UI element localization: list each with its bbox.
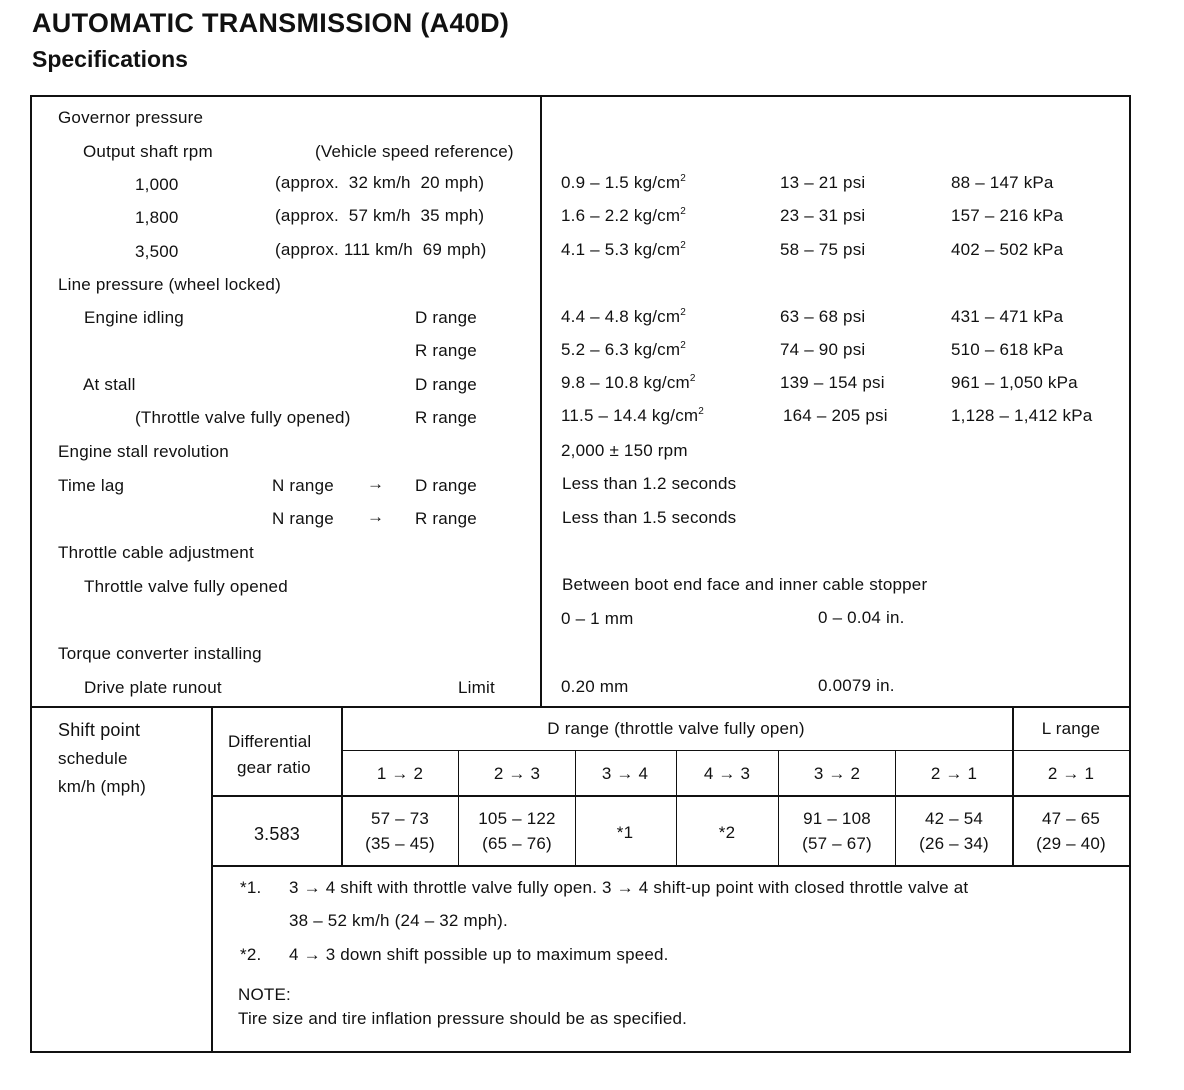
governor-psi: 13 – 21 psi bbox=[780, 173, 866, 192]
line-pressure-psi: 139 – 154 psi bbox=[780, 373, 885, 392]
shift-col-header: 4 → 3 bbox=[703, 764, 751, 783]
vehicle-speed-reference-label: (Vehicle speed reference) bbox=[315, 142, 514, 161]
governor-speed-ref: (approx. 32 km/h 20 mph) bbox=[275, 173, 485, 192]
governor-speed-ref: (approx. 57 km/h 35 mph) bbox=[275, 206, 485, 225]
shift-col-header: 2 → 1 bbox=[1047, 764, 1095, 783]
stall-label: Engine stall revolution bbox=[58, 442, 229, 461]
line-pressure-psi: 74 – 90 psi bbox=[780, 340, 866, 359]
throttle-cable-sub: Throttle valve fully opened bbox=[84, 577, 288, 596]
line-pressure-psi: 63 – 68 psi bbox=[780, 307, 866, 326]
governor-psi: 58 – 75 psi bbox=[780, 240, 866, 259]
line-pressure-metric: 4.4 – 4.8 $kg/cm^2$ bbox=[561, 307, 686, 326]
time-lag-to: R range bbox=[415, 509, 477, 528]
line-pressure-range: D range bbox=[415, 308, 477, 327]
time-lag-label: Time lag bbox=[58, 476, 125, 495]
shift-label-line3: km/h (mph) bbox=[58, 777, 146, 796]
governor-metric: 4.1 – 5.3 $kg/cm^2$ bbox=[561, 240, 686, 259]
throttle-cable-mm: 0 – 1 mm bbox=[561, 609, 634, 628]
shift-value-mph: (65 – 76) bbox=[482, 834, 552, 853]
line-pressure-kpa: 510 – 618 kPa bbox=[951, 340, 1064, 359]
shift-value-kmh: 47 – 65 bbox=[1041, 809, 1101, 828]
shift-col-header: 2 → 1 bbox=[930, 764, 978, 783]
page-title: AUTOMATIC TRANSMISSION (A40D) bbox=[32, 8, 510, 38]
governor-rpm: 1,000 bbox=[135, 175, 179, 194]
governor-rpm: 1,800 bbox=[135, 208, 179, 227]
line-pressure-kpa: 431 – 471 kPa bbox=[951, 307, 1064, 326]
line-pressure-range: D range bbox=[415, 375, 477, 394]
d-range-header: D range (throttle valve fully open) bbox=[547, 719, 805, 738]
page-subtitle: Specifications bbox=[32, 46, 188, 72]
note2-mark: *2. bbox=[240, 945, 262, 964]
line-pressure-metric: 5.2 – 6.3 $kg/cm^2$ bbox=[561, 340, 686, 359]
note1-line1: 3 → 4 shift with throttle valve fully open. 3 → 4 shift-up point with closed throttle valve at bbox=[289, 878, 969, 897]
l-range-header: L range bbox=[1041, 719, 1101, 738]
governor-kpa: 157 – 216 kPa bbox=[951, 206, 1064, 225]
time-lag-from: N range bbox=[272, 509, 334, 528]
time-lag-value: Less than 1.5 seconds bbox=[562, 508, 737, 527]
governor-metric: 1.6 – 2.2 $kg/cm^2$ bbox=[561, 206, 686, 225]
shift-value-mph: (29 – 40) bbox=[1036, 834, 1106, 853]
line-pressure-metric: 11.5 – 14.4 $kg/cm^2$ bbox=[561, 406, 705, 425]
time-lag-from: N range bbox=[272, 476, 334, 495]
shift-value-mph: (35 – 45) bbox=[365, 834, 435, 853]
arrow-right-icon: → bbox=[367, 474, 385, 493]
shift-value-kmh: 91 – 108 bbox=[803, 809, 871, 828]
governor-metric: 0.9 – 1.5 $kg/cm^2$ bbox=[561, 173, 686, 192]
at-stall-label: At stall bbox=[83, 375, 136, 394]
time-lag-to: D range bbox=[415, 476, 477, 495]
shift-value-kmh: 105 – 122 bbox=[478, 809, 556, 828]
shift-label-line1: Shift point bbox=[58, 720, 141, 740]
governor-kpa: 402 – 502 kPa bbox=[951, 240, 1064, 259]
note2-text: 4 → 3 down shift possible up to maximum speed. bbox=[289, 945, 669, 964]
line-pressure-kpa: 1,128 – 1,412 kPa bbox=[951, 406, 1093, 425]
shift-value-mph: (57 – 67) bbox=[802, 834, 872, 853]
shift-col-header: 2 → 3 bbox=[493, 764, 541, 783]
governor-heading: Governor pressure bbox=[58, 108, 204, 127]
throttle-note: (Throttle valve fully opened) bbox=[135, 408, 351, 427]
torque-converter-heading: Torque converter installing bbox=[58, 644, 262, 663]
throttle-cable-desc: Between boot end face and inner cable stopper bbox=[562, 575, 928, 594]
shift-value-mph: (26 – 34) bbox=[919, 834, 989, 853]
differential-label: Differential bbox=[228, 732, 312, 751]
note-label: NOTE: bbox=[238, 985, 291, 1004]
gear-ratio-label: gear ratio bbox=[237, 758, 311, 777]
shift-label-line2: schedule bbox=[58, 749, 128, 768]
note-text: Tire size and tire inflation pressure should be as specified. bbox=[238, 1009, 688, 1028]
arrow-right-icon: → bbox=[367, 507, 385, 526]
time-lag-value: Less than 1.2 seconds bbox=[562, 474, 737, 493]
note1-line2: 38 – 52 km/h (24 – 32 mph). bbox=[289, 911, 508, 930]
line-pressure-range: R range bbox=[415, 341, 477, 360]
engine-idling-label: Engine idling bbox=[84, 308, 184, 327]
governor-kpa: 88 – 147 kPa bbox=[951, 173, 1054, 192]
governor-rpm: 3,500 bbox=[135, 242, 179, 261]
stall-value: 2,000 ± 150 rpm bbox=[561, 441, 688, 460]
throttle-cable-in: 0 – 0.04 in. bbox=[818, 608, 905, 627]
line-pressure-heading: Line pressure (wheel locked) bbox=[58, 275, 281, 294]
drive-plate-in: 0.0079 in. bbox=[818, 676, 895, 695]
throttle-cable-heading: Throttle cable adjustment bbox=[58, 543, 254, 562]
output-shaft-rpm-label: Output shaft rpm bbox=[83, 142, 213, 161]
line-pressure-metric: 9.8 – 10.8 $kg/cm^2$ bbox=[561, 373, 696, 392]
shift-col-header: 1 → 2 bbox=[376, 764, 424, 783]
line-pressure-psi: 164 – 205 psi bbox=[783, 406, 888, 425]
governor-psi: 23 – 31 psi bbox=[780, 206, 866, 225]
governor-speed-ref: (approx. 111 km/h 69 mph) bbox=[275, 240, 487, 259]
note1-mark: *1. bbox=[240, 878, 262, 897]
drive-plate-runout-label: Drive plate runout bbox=[84, 678, 222, 697]
shift-col-header: 3 → 2 bbox=[813, 764, 861, 783]
shift-value-note: *2 bbox=[718, 823, 736, 842]
shift-col-header: 3 → 4 bbox=[601, 764, 649, 783]
gear-ratio-value: 3.583 bbox=[253, 824, 301, 844]
shift-value-kmh: 42 – 54 bbox=[924, 809, 984, 828]
line-pressure-kpa: 961 – 1,050 kPa bbox=[951, 373, 1078, 392]
limit-label: Limit bbox=[458, 678, 495, 697]
shift-value-note: *1 bbox=[616, 823, 634, 842]
shift-value-kmh: 57 – 73 bbox=[370, 809, 430, 828]
line-pressure-range: R range bbox=[415, 408, 477, 427]
drive-plate-mm: 0.20 mm bbox=[561, 677, 629, 696]
